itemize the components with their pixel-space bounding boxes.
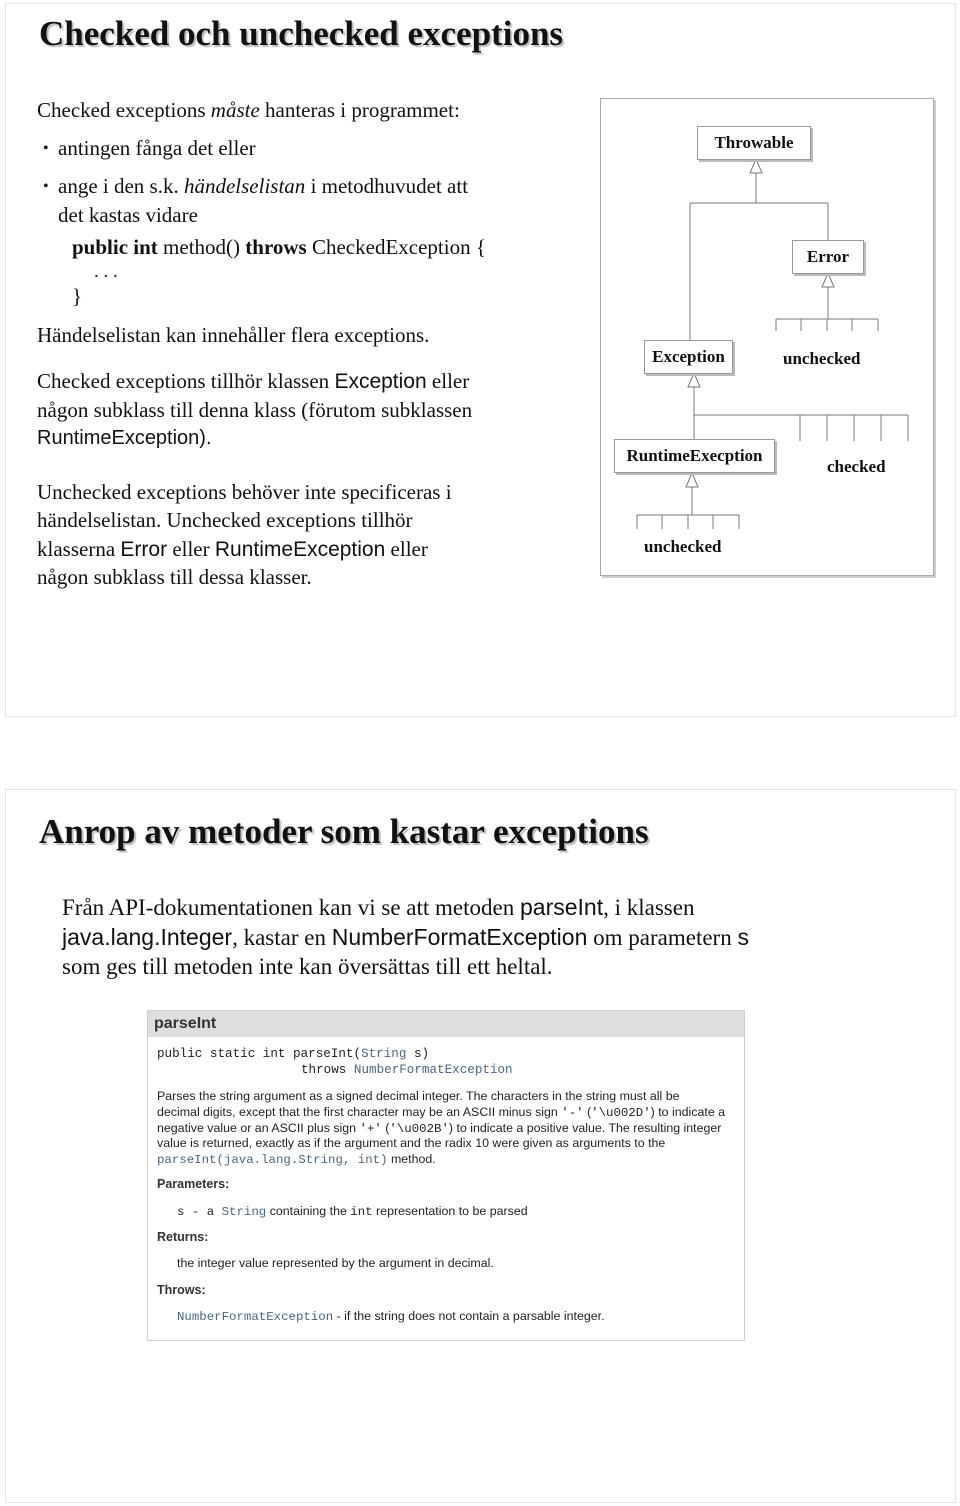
paragraph-api-line1: Från API-dokumentationen kan vi se att metoden parseInt, i klassen bbox=[62, 894, 695, 920]
code-dots: . . . bbox=[94, 261, 118, 282]
inheritance-arrow-icon bbox=[822, 273, 834, 287]
description-line: Parses the string argument as a signed decimal integer. The characters in the string must all be bbox=[157, 1089, 680, 1103]
bullet-2-cont: det kastas vidare bbox=[58, 203, 198, 227]
bullet-icon: • bbox=[43, 140, 49, 157]
label-unchecked-runtime: unchecked bbox=[644, 537, 722, 556]
returns-text: the integer value represented by the argument in decimal. bbox=[177, 1256, 494, 1270]
node-error: Error bbox=[792, 240, 864, 274]
bullet-2: ange i den s.k. händelselistan i metodhuvudet att bbox=[58, 174, 469, 198]
description-line: decimal digits, except that the first character may be an ASCII minus sign '-' ('\u002D') to indicate a bbox=[157, 1105, 726, 1120]
label-unchecked-error: unchecked bbox=[783, 349, 861, 368]
api-doc-screenshot bbox=[147, 1010, 745, 1341]
bullet-icon: • bbox=[43, 178, 49, 195]
paragraph-api-line2: java.lang.Integer, kastar en NumberFormatException om parametern s bbox=[62, 924, 749, 950]
slide1-title: Checked och unchecked exceptions bbox=[39, 14, 564, 53]
exception-hierarchy-diagram bbox=[600, 98, 934, 576]
description-line: negative value or an ASCII plus sign '+' ('\u002B') to indicate a positive value. The resulting integer bbox=[157, 1121, 722, 1136]
node-runtime-exception: RuntimeExecption bbox=[614, 439, 775, 473]
inheritance-arrow-icon bbox=[686, 473, 698, 487]
method-throws: throws NumberFormatException bbox=[301, 1063, 513, 1077]
parameters-label: Parameters: bbox=[157, 1177, 230, 1191]
node-throwable: Throwable bbox=[697, 126, 811, 160]
paragraph-checked-line2: någon subklass till denna klass (förutom subklassen bbox=[37, 398, 473, 422]
paragraph-unchecked-line2: händelselistan. Unchecked exceptions tillhör bbox=[37, 508, 413, 532]
paragraph-unchecked-line1: Unchecked exceptions behöver inte specificeras i bbox=[37, 480, 452, 504]
method-signature: public static int parseInt(String s) bbox=[157, 1047, 430, 1061]
node-exception: Exception bbox=[644, 340, 733, 374]
api-doc-header: parseInt bbox=[148, 1011, 744, 1037]
inheritance-arrow-icon bbox=[750, 159, 762, 173]
bullet-1: antingen fånga det eller bbox=[58, 136, 256, 160]
paragraph-checked-line3: RuntimeException). bbox=[37, 427, 212, 449]
intro-text: Checked exceptions måste hanteras i programmet: bbox=[37, 98, 460, 122]
code-brace: } bbox=[72, 284, 83, 308]
description-line: parseInt(java.lang.String, int) method. bbox=[157, 1152, 436, 1167]
paragraph-unchecked-line4: någon subklass till dessa klasser. bbox=[37, 565, 312, 589]
throws-text: NumberFormatException - if the string does not contain a parsable integer. bbox=[177, 1309, 605, 1324]
slide-anrop-av-metoder bbox=[5, 789, 956, 1503]
hierarchy-connectors bbox=[601, 99, 935, 577]
paragraph-api-line3: som ges till metoden inte kan översättas till ett heltal. bbox=[62, 954, 553, 979]
paragraph-handelselistan: Händelselistan kan innehåller flera exceptions. bbox=[37, 323, 430, 347]
returns-label: Returns: bbox=[157, 1230, 209, 1244]
throws-label: Throws: bbox=[157, 1283, 206, 1297]
paragraph-unchecked-line3: klasserna Error eller RuntimeException eller bbox=[37, 537, 428, 561]
slide-checked-unchecked bbox=[5, 3, 956, 717]
inheritance-arrow-icon bbox=[688, 373, 700, 387]
parameter-s: s - a String containing the int representation to be parsed bbox=[177, 1204, 528, 1219]
label-checked: checked bbox=[827, 457, 886, 476]
description-line: value is returned, exactly as if the argument and the radix 10 were given as arguments to the bbox=[157, 1136, 666, 1150]
slide2-title: Anrop av metoder som kastar exceptions bbox=[39, 812, 649, 851]
paragraph-checked-line1: Checked exceptions tillhör klassen Exception eller bbox=[37, 369, 470, 393]
code-signature: public int method() throws CheckedException { bbox=[72, 235, 486, 259]
